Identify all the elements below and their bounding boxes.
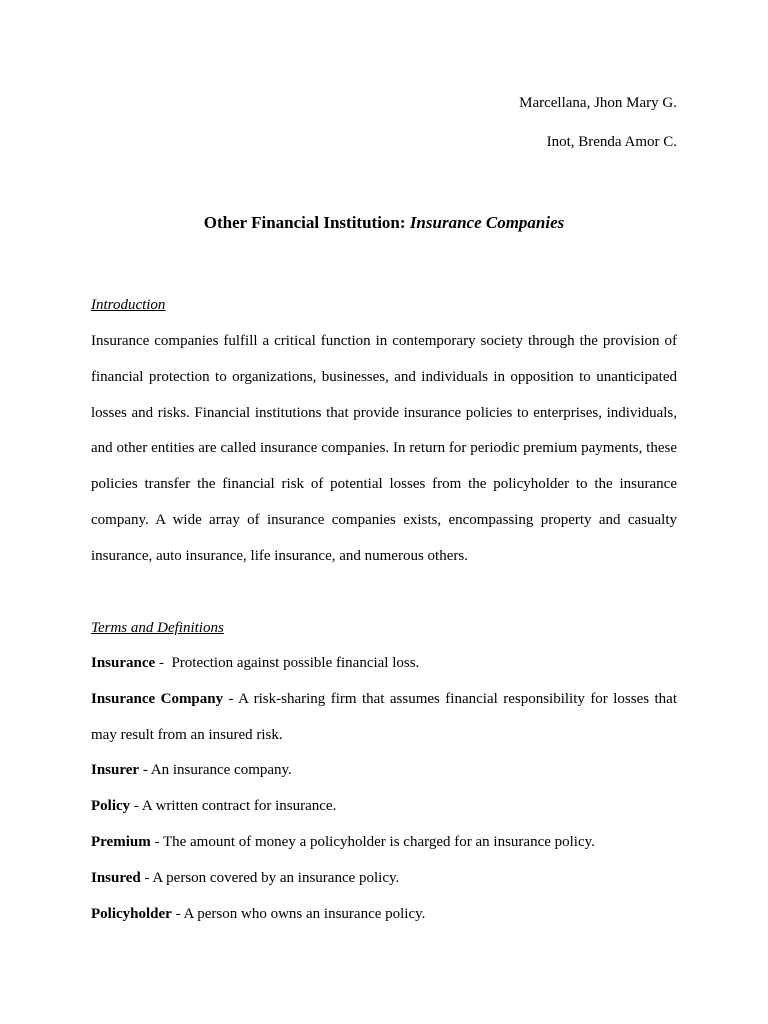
document-title <box>0 212 768 234</box>
term-name: Insurance Company <box>91 690 224 707</box>
term-separator: - <box>171 905 184 922</box>
term-name: Insurance <box>91 655 156 671</box>
term-separator: - <box>140 869 153 886</box>
author-name: Marcellana, Jhon Mary G. <box>519 95 677 111</box>
term-definition: A person who owns an insurance policy. <box>183 905 426 922</box>
term-name: Insured <box>91 869 141 886</box>
term-definition: A person covered by an insurance policy. <box>152 869 400 886</box>
term-separator: - <box>150 833 163 850</box>
introduction-heading: Introduction <box>91 297 166 313</box>
term-definition: An insurance company. <box>150 762 292 779</box>
term-definition: Protection against possible financial loss. <box>171 655 420 671</box>
term-name: Policyholder <box>91 905 172 922</box>
title-prefix: Other Financial Institution: <box>203 213 410 232</box>
term-item <box>91 682 677 754</box>
terms-heading: Terms and Definitions <box>91 620 224 636</box>
term-item <box>91 789 677 825</box>
term-separator: - <box>155 655 172 671</box>
term-separator: - <box>130 798 142 815</box>
term-definition: A written contract for insurance. <box>141 798 337 815</box>
term-item <box>91 825 677 861</box>
term-item <box>91 861 677 897</box>
term-item <box>91 897 677 933</box>
terms-list <box>91 646 677 932</box>
term-definition: The amount of money a policyholder is charged for an insurance policy. <box>162 833 595 850</box>
term-name: Premium <box>91 833 151 850</box>
term-name: Insurer <box>91 762 140 779</box>
term-name: Policy <box>91 798 131 815</box>
title-emphasis: Insurance Companies <box>409 213 565 232</box>
term-definition: A risk-sharing firm that assumes financial responsibility for losses that may result from an insured risk. <box>91 690 678 743</box>
term-item <box>91 753 677 789</box>
author-name: Inot, Brenda Amor C. <box>546 134 677 150</box>
term-separator: - <box>139 762 151 779</box>
term-item <box>91 646 677 682</box>
term-separator: - <box>223 690 239 707</box>
introduction-paragraph: Insurance companies fulfill a critical function in contemporary society through the provision of financial protection to organizations, businesses, and individuals in opposition to unanticipated losses and risks. Financial institutions that provide insurance policies to enterprises, individuals, and other entities are called insurance companies. In return for periodic premium payments, these policies transfer the financial risk of potential losses from the policyholder to the insurance company. A wide array of insurance companies exists, encompassing property and casualty insurance, auto insurance, life insurance, and numerous others. <box>91 333 677 564</box>
